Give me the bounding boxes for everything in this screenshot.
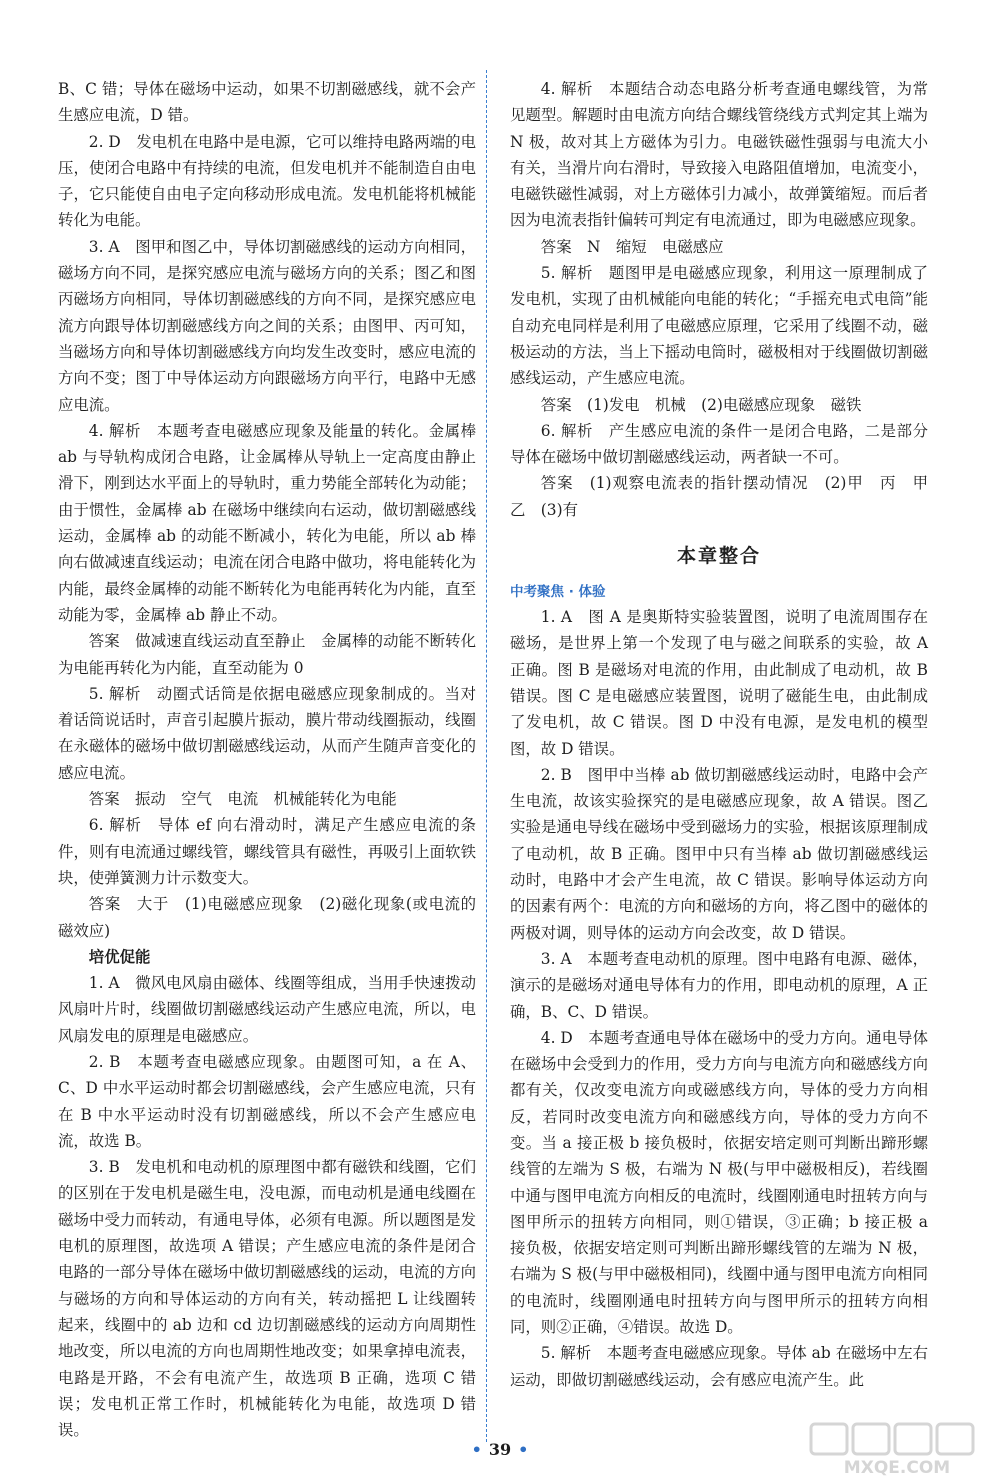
blue-section-label: 中考聚焦 · 体验: [510, 584, 606, 601]
paragraph: 6. 解析 产生感应电流的条件一是闭合电路，二是部分导体在磁场中做切割磁感线运动，两者缺一不可。: [510, 421, 928, 467]
answer-line: 答案 N 缩短 电磁感应: [540, 237, 724, 256]
answer-line: 答案 振动 空气 电流 机械能转化为电能: [88, 790, 397, 809]
left-column: [58, 76, 476, 1443]
page-number-value: 39: [488, 1440, 512, 1459]
answer-line: 答案 (1)观察电流表的指针摆动情况 (2)甲 丙 甲 乙 (3)有: [510, 474, 944, 519]
paragraph: 3. A 本题考查电动机的原理。图中电路有电源、磁体，演示的是磁场对通电导体有力的作用，即电动机的原理，A 正确，B、C、D 错误。: [510, 949, 928, 1021]
answer-line: 答案 (1)发电 机械 (2)电磁感应现象 磁铁: [540, 395, 862, 414]
paragraph: 5. 解析 题图甲是电磁感应现象，利用这一原理制成了发电机，实现了由机械能向电能的转化；“手摇充电式电筒”能自动充电同样是利用了电磁感应原理，它采用了线圈不动，磁极运动的方法，当上下摇动电筒时，磁极相对于线圈做切割磁感线运动，产生感应电流。: [510, 264, 928, 388]
column-divider: [486, 70, 487, 1442]
paragraph: 6. 解析 导体 ef 向右滑动时，满足产生感应电流的条件，则有电流通过螺线管，螺线管具有磁性，再吸引上面软铁块，使弹簧测力计示数变大。: [58, 816, 476, 887]
paragraph: 5. 解析 动圈式话筒是依据电磁感应现象制成的。当对着话筒说话时，声音引起膜片振动，膜片带动线圈振动，线圈在永磁体的磁场中做切割磁感线运动，从而产生随声音变化的感应电流。: [58, 684, 476, 782]
page-dot-icon: •: [471, 1440, 482, 1459]
paragraph: 2. B 本题考查电磁感应现象。由题图可知，a 在 A、C、D 中水平运动时都会切割磁感线，会产生感应电流，只有在 B 中水平运动时没有切割磁感线，所以不会产生感应电流，故选 B。: [58, 1052, 476, 1150]
paragraph: 2. B 图甲中当棒 ab 做切割磁感线运动时，电路中会产生电流，故该实验探究的是电磁感应现象，故 A 错误。图乙实验是通电导线在磁场中受到磁场力的实验，根据该原理制成了电动机，故 B 正确。图甲中只有当棒 ab 做切割磁感线运动时，电路中才会产生电流，故 C 错误。影响导体运动方向的因素有两个：电流的方向和磁场的方向，将乙图中的磁体的两极对调，则导体的运动方向会改变，故 D 错误。: [510, 765, 928, 942]
paragraph: 1. A 微风电风扇由磁体、线圈等组成，当用手快速拨动风扇叶片时，线圈做切割磁感线运动产生感应电流，所以，电风扇发电的原理是电磁感应。: [58, 974, 476, 1045]
paragraph: 4. 解析 本题结合动态电路分析考查通电螺线管，为常见题型。解题时由电流方向结合螺线管绕线方式判定其上端为 N 极，故对其上方磁体为引力。电磁铁磁性强弱与电流大小有关，当滑片向右滑时，导致接入电路阻值增加，电流变小，电磁铁磁性减弱，对上方磁体引力减小，故弹簧缩短。而后者因为电流表指针偏转可判定有电流通过，即为电磁感应现象。: [510, 80, 928, 230]
paragraph: 4. D 本题考查通电导体在磁场中的受力方向。通电导体在磁场中会受到力的作用，受力方向与电流方向和磁感线方向都有关，仅改变电流方向或磁感线方向，导体的受力方向相反，若同时改变电流方向和磁感线方向，导体的受力方向不变。当 a 接正极 b 接负极时，依据安培定则可判断出蹄形螺线管的左端为 S 极，右端为 N 极(与甲中磁极相反)，若线圈中通与图甲电流方向相反的电流时，线圈刚通电时扭转方向与图甲所示的扭转方向相同，则①错误，③正确；b 接正极 a 接负极，依据安培定则可判断出蹄形螺线管的左端为 N 极，右端为 S 极(与甲中磁极相同)，线圈中通与图甲电流方向相同的电流时，线圈刚通电时扭转方向与图甲所示的扭转方向相同，则②正确，④错误。故选 D。: [510, 1028, 928, 1337]
paragraph: 3. A 图甲和图乙中，导体切割磁感线的运动方向相同，磁场方向不同，是探究感应电流与磁场方向的关系；图乙和图丙磁场方向相同，导体切割磁感线的方向不同，是探究感应电流方向跟导体切割磁感线方向之间的关系；由图甲、丙可知，当磁场方向和导体切割磁感线方向均发生改变时，感应电流的方向不变；图丁中导体运动方向跟磁场方向平行，电路中无感应电流。: [58, 237, 476, 414]
paragraph: 5. 解析 本题考查电磁感应现象。导体 ab 在磁场中左右运动，即做切割磁感线运动，会有感应电流产生。此: [510, 1344, 928, 1389]
watermark-text: MXQE.COM: [843, 1458, 951, 1478]
paragraph: 3. B 发电机和电动机的原理图中都有磁铁和线圈，它们的区别在于发电机是磁生电，没电源，而电动机是通电线圈在磁场中受力而转动，有通电导体，必须有电源。所以题图是发电机的原理图，故选项 A 错误；产生感应电流的条件是闭合电路的一部分导体在磁场中做切割磁感线的运动，电流的方向与磁场的方向和导体运动的方向有关，转动摇把 L 让线圈转起来，线圈中的 ab 边和 cd 边切割磁感线的运动方向周期性地改变，所以电流的方向也周期性地改变；如果拿掉电流表，电路是开路，不会有电流产生，故选项 B 正确，选项 C 错误；发电机正常工作时，机械能转化为电能，故选项 D 错误。: [58, 1158, 476, 1440]
page-dot-icon: •: [518, 1440, 529, 1459]
paragraph: 4. 解析 本题考查电磁感应现象及能量的转化。金属棒 ab 与导轨构成闭合电路，让金属棒从导轨上一定高度由静止滑下，刚到达水平面上的导轨时，重力势能全部转化为动能；由于惯性，金属棒 ab 在磁场中继续向右运动，做切割磁感线运动，金属棒 ab 的动能不断减小，转化为电能，所以 ab 棒向右做减速直线运动；电流在闭合电路中做功，将电能转化为内能，最终金属棒的动能不断转化为电能再转化为内能，直至动能为零，金属棒 ab 静止不动。: [58, 421, 476, 624]
watermark-logo: [805, 1420, 990, 1478]
section-title: 本章整合: [676, 545, 761, 568]
right-column: [510, 76, 944, 1393]
paragraph: 2. D 发电机在电路中是电源，它可以维持电路两端的电压，使闭合电路中有持续的电流，但发电机并不能制造自由电子，它只能使自由电子定向移动形成电流。发电机能将机械能转化为电能。: [58, 132, 476, 230]
answer-line: 答案 做减速直线运动直至静止 金属棒的动能不断转化为电能再转化为内能，直至动能为 0: [58, 632, 476, 677]
subsection-heading: 培优促能: [88, 947, 151, 966]
paragraph: B、C 错；导体在磁场中运动，如果不切割磁感线，就不会产生感应电流，D 错。: [58, 80, 476, 125]
paragraph: 1. A 图 A 是奥斯特实验装置图，说明了电流周围存在磁场，是世界上第一个发现了电与磁之间联系的实验，故 A 正确。图 B 是磁场对电流的作用，由此制成了电动机，故 B 错误。图 C 是电磁感应装置图，说明了磁能生电，由此制成了发电机，故 C 错误。图 D 中没有电源，是发电机的模型图，故 D 错误。: [510, 608, 928, 758]
answer-line: 答案 大于 (1)电磁感应现象 (2)磁化现象(或电流的磁效应): [58, 895, 476, 940]
